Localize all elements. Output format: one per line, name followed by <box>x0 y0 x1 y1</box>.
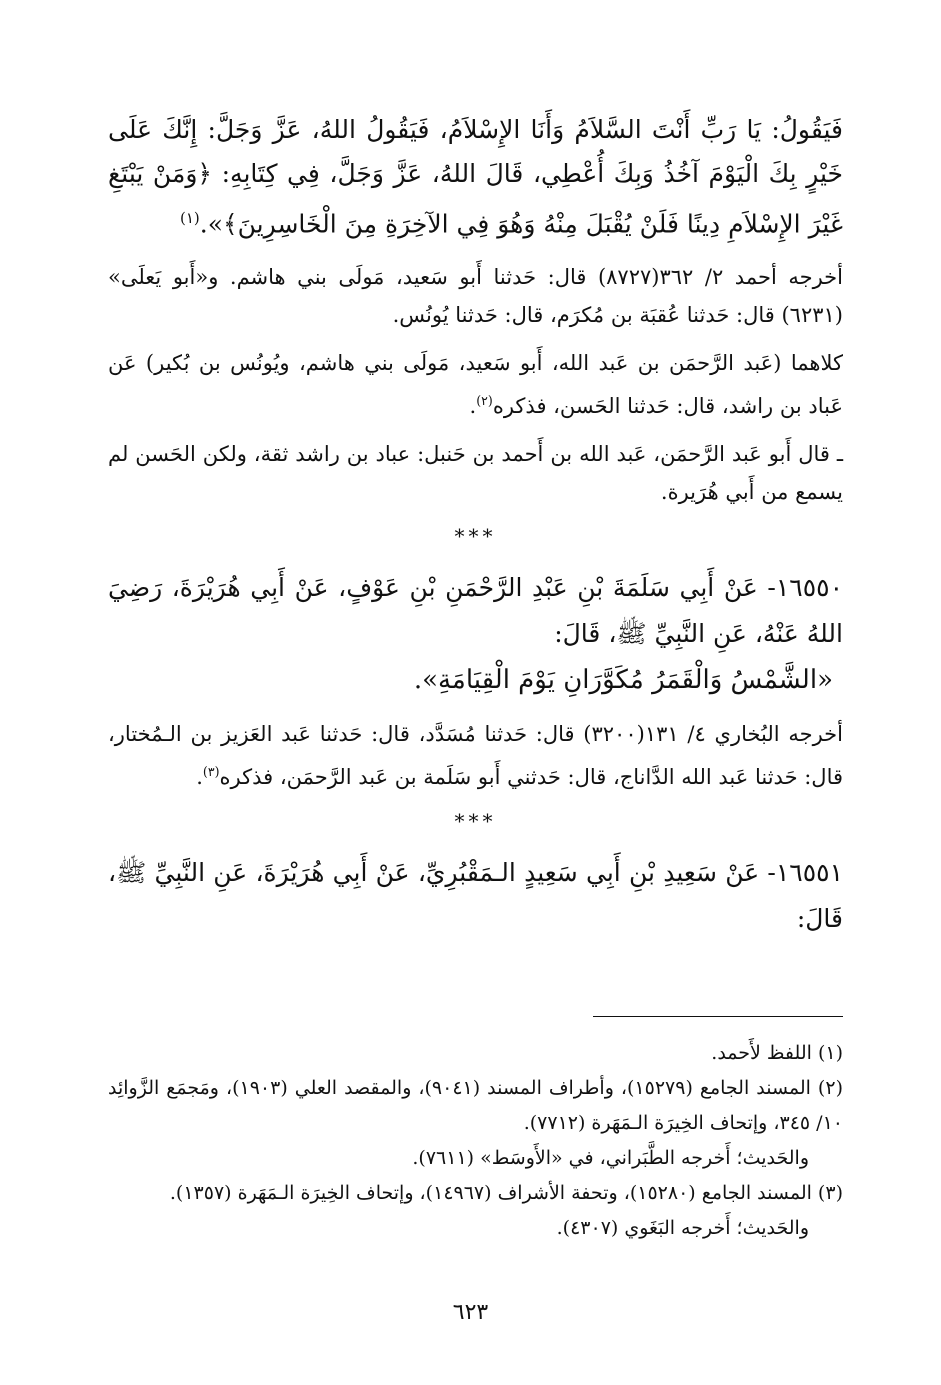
hadith-heading: ١٦٥٥١- عَنْ سَعِيدِ بْنِ أَبِي سَعِيدٍ الـمَقْبُرِيِّ، عَنْ أَبِي هُرَيْرَةَ، عَنِ النَّبِيِّ ﷺ، قَالَ: <box>108 858 843 934</box>
footnote-marker: (٢) <box>476 393 493 409</box>
footnote: والحَديث؛ أَخرجه الطَّبَراني، في «الأَوسَط» (٧٦١١). <box>412 1147 809 1169</box>
takhrij-text: أخرجه البُخاري ٤/ ١٣١(٣٢٠٠) قال: حَدثنا مُسَدَّد، قال: حَدثنا عَبد العَزيز بن الـمُختار، قال: حَدثنا عَبد الله الدَّاناج، قال: حَدثني أَبو سَلَمة بن عَبد الرَّحمَن، فذكره <box>108 722 843 790</box>
main-text <box>108 108 843 942</box>
section-separator: *** <box>454 809 497 834</box>
footnotes <box>108 1036 843 1246</box>
page-number: ٦٢٣ <box>452 1300 489 1325</box>
footnote: والحَديث؛ أَخرجه البَغَوي (٤٣٠٧). <box>556 1217 809 1239</box>
footnote-marker: (٣) <box>202 764 220 780</box>
hadith-text <box>108 108 843 246</box>
footnote: (٢) المسند الجامع (١٥٢٧٩)، وأطراف المسند (٩٠٤١)، والمقصد العلي (١٩٠٣)، ومَجمَع الزَّوائِد ١٠/ ٣٤٥، وإتحاف الخِيرَة الـمَهَرة (٧٧١٢). <box>108 1077 843 1134</box>
footnote-marker: (١) <box>179 209 200 227</box>
footnote: (٣) المسند الجامع (١٥٢٨٠)، وتحفة الأشراف (١٤٩٦٧)، وإتحاف الخِيرَة الـمَهَرة (١٣٥٧). <box>169 1182 843 1204</box>
takhrij-paragraph: أخرجه أحمد ٢/ ٣٦٢(٨٧٢٧) قال: حَدثنا أَبو سَعيد، مَولَى بني هاشم. و«أَبو يَعلَى» (٦٢٣١) قال: حَدثنا عُقبَة بن مُكرَم، قال: حَدثنا يُونُس. <box>108 265 843 328</box>
takhrij-paragraph: كلاهما (عَبد الرَّحمَن بن عَبد الله، أَبو سَعيد، مَولَى بني هاشم، ويُونُس بن بُكير) عَن عَباد بن راشد، قال: حَدثنا الحَسن، فذكره$^{(٢)}$. <box>108 351 843 419</box>
hadith-heading: ١٦٥٥٠- عَنْ أَبِي سَلَمَةَ بْنِ عَبْدِ الرَّحْمَنِ بْنِ عَوْفٍ، عَنْ أَبِي هُرَيْرَةَ، رَضِيَ اللهُ عَنْهُ، عَنِ النَّبِيِّ ﷺ، قَالَ: <box>108 573 843 649</box>
hadith-text-content: فَيَقُولُ: يَا رَبِّ أَنْتَ السَّلاَمُ وَأَنَا الإِسْلاَمُ، فَيَقُولُ اللهُ، عَزَّ وَجَلَّ: إِنَّكَ عَلَى خَيْرٍ بِكَ الْيَوْمَ آخُذُ وَبِكَ أُعْطِي، قَالَ اللهُ، عَزَّ وَجَلَّ، فِي كِتَابِهِ: ﴿وَمَنْ يَبْتَغِ غَيْرَ الإِسْلاَمِ دِينًا فَلَنْ يُقْبَلَ مِنْهُ وَهُوَ فِي الآخِرَةِ مِنَ الْخَاسِرِينَ﴾». <box>108 115 843 239</box>
takhrij-paragraph: أخرجه البُخاري ٤/ ١٣١(٣٢٠٠) قال: حَدثنا مُسَدَّد، قال: حَدثنا عَبد العَزيز بن الـمُختار، قال: حَدثنا عَبد الله الدَّاناج، قال: حَدثني أَبو سَلَمة بن عَبد الرَّحمَن، فذكره$^{(٣)}$. <box>108 722 843 790</box>
footnote: (١) اللفظ لأَحمد. <box>711 1042 843 1064</box>
footnote-divider <box>593 1016 843 1017</box>
section-separator: *** <box>454 524 497 549</box>
comment-paragraph: ـ قال أَبو عَبد الرَّحمَن، عَبد الله بن أَحمد بن حَنبل: عباد بن راشد ثقة، ولكن الحَسن لم يسمع من أَبي هُرَيرة. <box>108 442 843 505</box>
hadith-quote: «الشَّمْسُ وَالْقَمَرُ مُكَوَّرَانِ يَوْمَ الْقِيَامَةِ». <box>413 665 833 696</box>
takhrij-text: كلاهما (عَبد الرَّحمَن بن عَبد الله، أَبو سَعيد، مَولَى بني هاشم، ويُونُس بن بُكير) عَن عَباد بن راشد، قال: حَدثنا الحَسن، فذكره <box>108 351 843 419</box>
